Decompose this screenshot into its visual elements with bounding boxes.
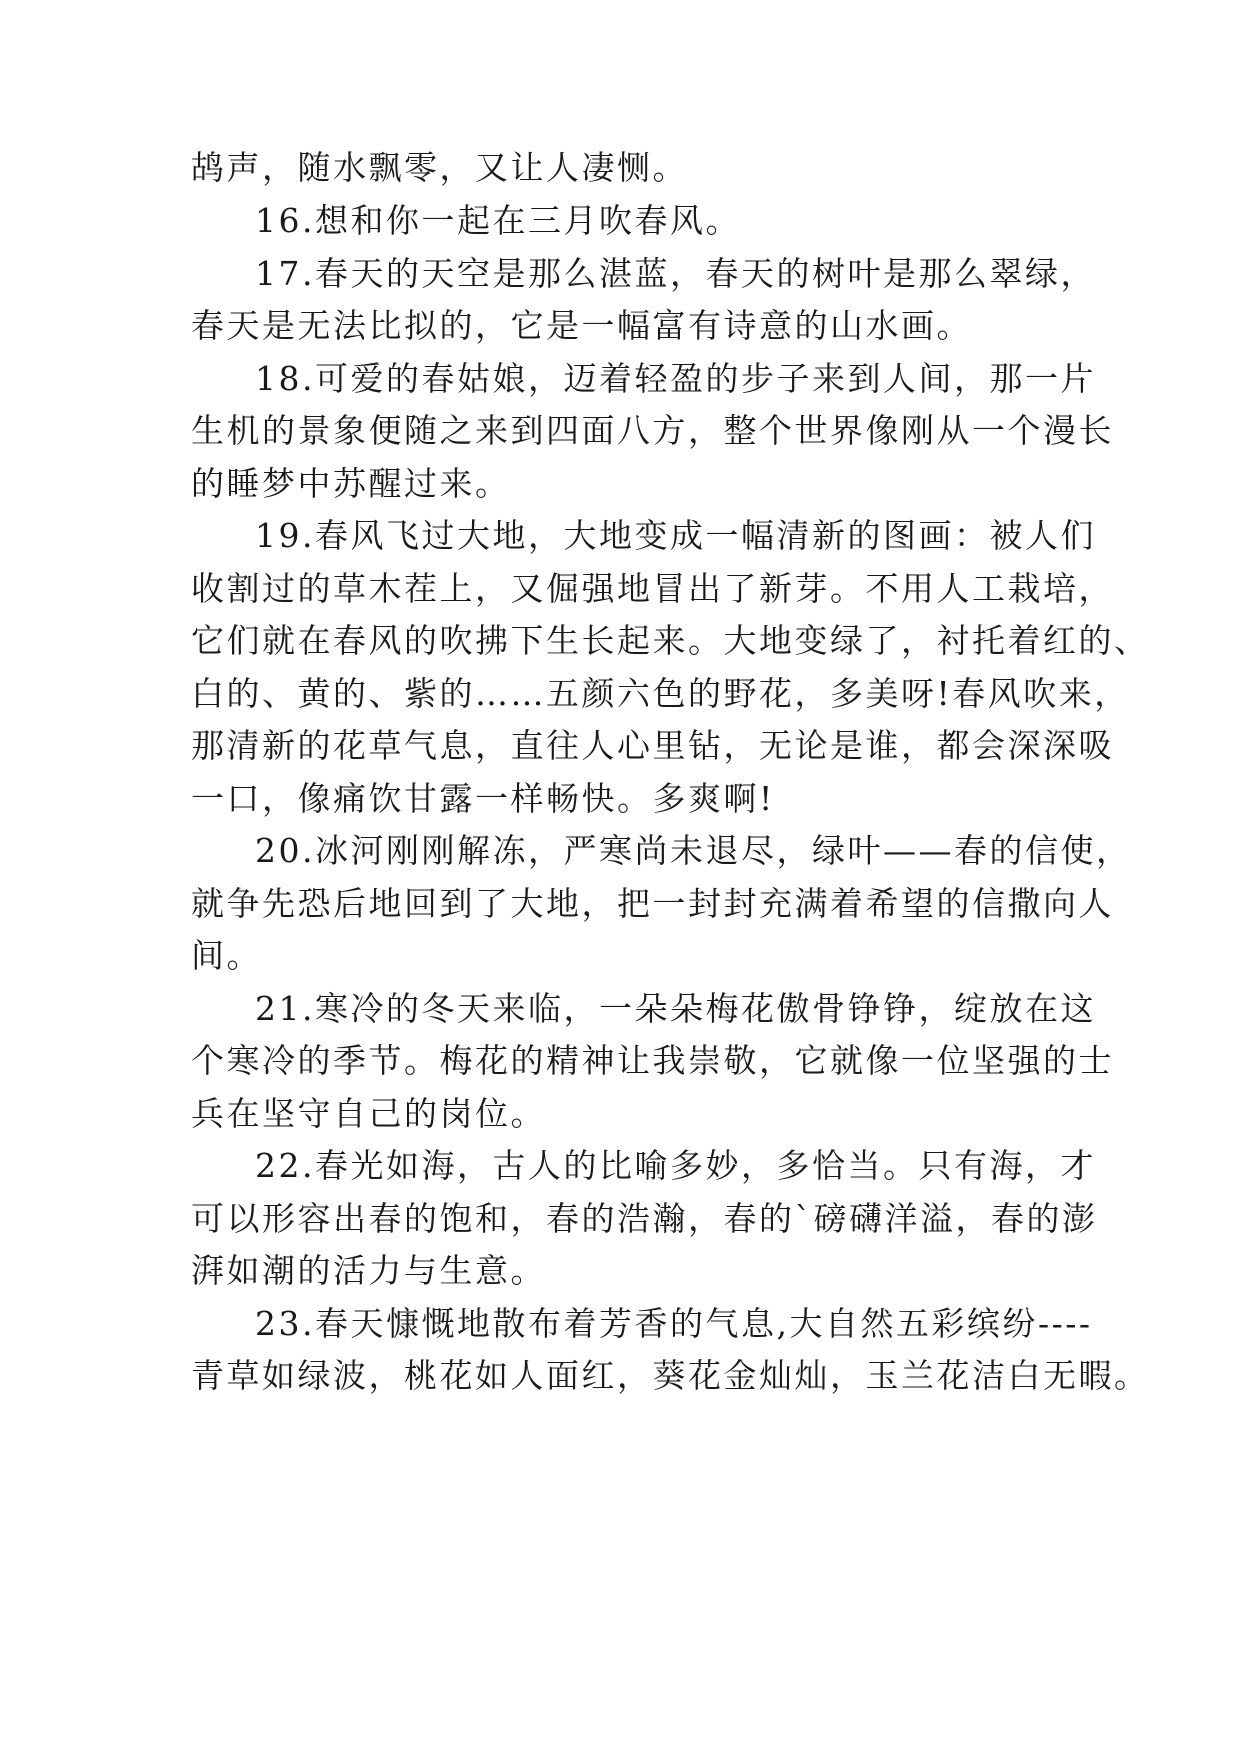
text-line: 间。: [191, 936, 262, 975]
text-line: 的睡梦中苏醒过来。: [191, 464, 511, 503]
text-line: 可以形容出春的饱和，春的浩瀚，春的`磅礴洋溢，春的澎: [191, 1199, 1098, 1238]
text-line: 23.春天慷慨地散布着芳香的气息,大自然五彩缤纷----: [255, 1304, 1093, 1343]
text-line: 那清新的花草气息，直往人心里钻，无论是谁，都会深深吸: [191, 726, 1114, 765]
text-line: 湃如潮的活力与生意。: [191, 1251, 546, 1290]
text-line: 16.想和你一起在三月吹春风。: [255, 201, 741, 240]
text-line: 17.春天的天空是那么湛蓝，春天的树叶是那么翠绿，: [255, 254, 1096, 293]
text-line: 个寒冷的季节。梅花的精神让我崇敬，它就像一位坚强的士: [191, 1041, 1114, 1080]
text-line: 白的、黄的、紫的……五颜六色的野花，多美呀!春风吹来，: [191, 674, 1130, 713]
text-line: 兵在坚守自己的岗位。: [191, 1094, 546, 1133]
text-line: 青草如绿波，桃花如人面红，葵花金灿灿，玉兰花洁白无暇。: [191, 1356, 1150, 1395]
text-line: 春天是无法比拟的，它是一幅富有诗意的山水画。: [191, 306, 972, 345]
text-line: 22.春光如海，古人的比喻多妙，多恰当。只有海，才: [255, 1146, 1096, 1185]
text-line: 就争先恐后地回到了大地，把一封封充满着希望的信撒向人: [191, 884, 1114, 923]
text-line: 19.春风飞过大地，大地变成一幅清新的图画：被人们: [255, 516, 1096, 555]
text-line: 21.寒冷的冬天来临，一朵朵梅花傲骨铮铮，绽放在这: [255, 989, 1096, 1028]
text-line: 收割过的草木茬上，又倔强地冒出了新芽。不用人工栽培，: [191, 569, 1114, 608]
text-line: 鸪声，随水飘零，又让人凄恻。: [191, 148, 688, 187]
text-line: 18.可爱的春姑娘，迈着轻盈的步子来到人间，那一片: [255, 359, 1096, 398]
text-line: 一口，像痛饮甘露一样畅快。多爽啊!: [191, 779, 775, 818]
text-line: 生机的景象便随之来到四面八方，整个世界像刚从一个漫长: [191, 411, 1114, 450]
text-line: 20.冰河刚刚解冻，严寒尚未退尽，绿叶——春的信使，: [255, 831, 1132, 870]
text-line: 它们就在春风的吹拂下生长起来。大地变绿了，衬托着红的、: [191, 621, 1150, 660]
